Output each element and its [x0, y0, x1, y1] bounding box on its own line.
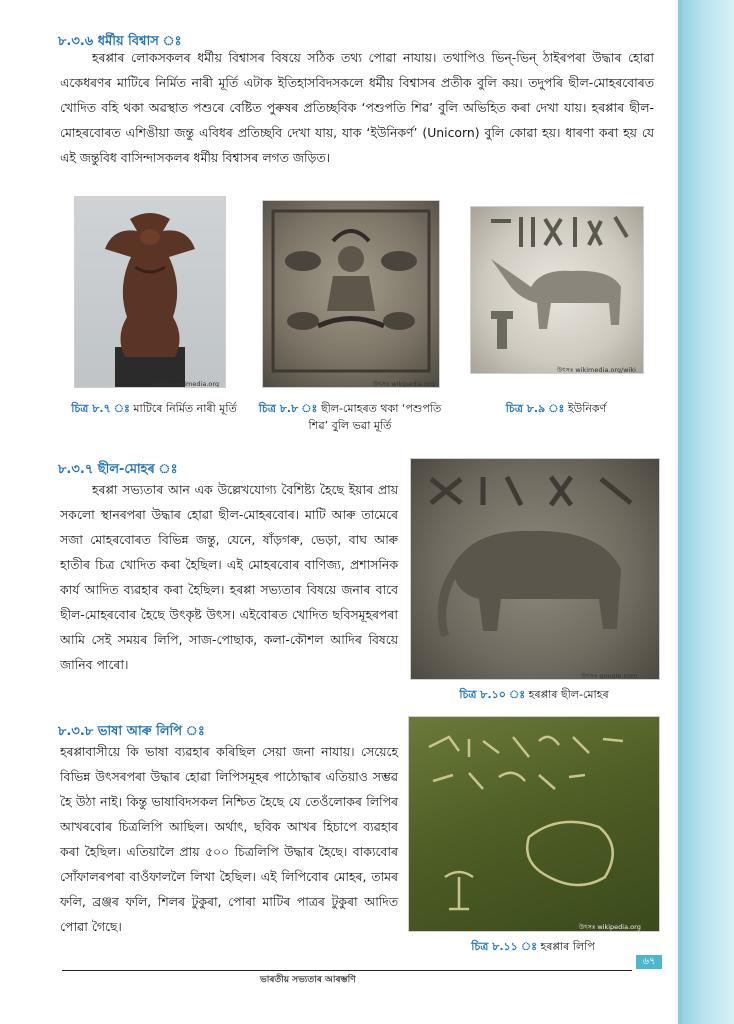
figure-8-9-caption-text: ইউনিকৰ্ণ — [567, 402, 607, 415]
page-edge-decoration — [678, 0, 734, 1024]
figure-8-8-credit: উৎসঃ wikipedia.org — [373, 380, 435, 388]
pashupati-seal-illustration — [263, 201, 439, 387]
figure-8-10-image — [410, 458, 660, 680]
page-edge-shadow — [674, 0, 682, 1024]
figure-8-11-credit: উৎসঃ wikipedia.org — [579, 923, 641, 931]
figure-8-11-caption-text: হৰপ্পাৰ লিপি — [540, 940, 595, 953]
figure-8-11-caption — [408, 938, 658, 955]
section-heading-837: ৮.৩.৭ ছীল-মোহৰ ঃ — [58, 462, 178, 477]
figure-8-7-caption-text: মাটিৰে নিৰ্মিত নাৰী মূৰ্তি — [133, 402, 237, 415]
figure-8-11-label: চিত্ৰ ৮.১১ ঃ — [471, 940, 538, 953]
figure-8-9-credit: উৎসঃ wikimedia.org/wiki — [557, 366, 636, 374]
figure-8-10-label: চিত্ৰ ৮.১০ ঃ — [459, 688, 526, 701]
footer-title: ভাৰতীয় সভ্যতাৰ আৰম্ভণি — [260, 975, 356, 985]
footer-rule — [62, 970, 632, 971]
figure-8-8-image — [262, 200, 440, 388]
figure-8-9-label: চিত্ৰ ৮.৯ ঃ — [505, 402, 565, 415]
figure-8-7-label: চিত্ৰ ৮.৭ ঃ — [71, 402, 130, 415]
figure-8-7-image — [74, 196, 226, 388]
elephant-seal-illustration — [411, 459, 659, 679]
section-heading-836: ৮.৩.৬ ধৰ্মীয় বিশ্বাস ঃ — [58, 34, 182, 49]
section-paragraph-837: হৰপ্পা সভ্যতাৰ আন এক উল্লেখযোগ্য বৈশিষ্ট্য হৈছে ইয়াৰ প্ৰায় সকলো স্থানৰপৰা উদ্ধাৰ হোৱা ছীল-মোহৰবোৰ। মাটি আৰু তামেৰে সজা মোহৰবোৰত বিভিন্ন জন্তু, যেনে, ষাঁড়গৰু, ভেড়া, বাঘ আৰু হাতীৰ চিত্ৰ খোদিত কৰা হৈছিল। এই মোহৰবোৰ বাণিজ্য, প্ৰশাসনিক কাৰ্য আদিত ব্যৱহাৰ কৰা হৈছিল। হৰপ্পা সভ্যতাৰ বিষয়ে জনাৰ বাবে ছীল-মোহৰবোৰ হৈছে উৎকৃষ্ট উৎস। এইবোৰত খোদিত ছবিসমূহৰপৰা আমি সেই সময়ৰ লিপি, সাজ-পোছাক, কলা-কৌশল আদিৰ বিষয়ে জানিব পাৰো। — [60, 482, 398, 672]
figure-8-8-label: চিত্ৰ ৮.৮ ঃ — [258, 402, 318, 415]
figure-8-9-caption — [470, 400, 642, 417]
figure-8-7-credit: উৎসঃ wikimedia.org — [155, 380, 220, 388]
unicorn-seal-illustration — [471, 207, 643, 373]
section-heading-838: ৮.৩.৮ ভাষা আৰু লিপি ঃ — [58, 724, 205, 739]
figure-8-7-caption — [64, 400, 244, 417]
page-number: ৬৭ — [636, 955, 662, 969]
section-paragraph-838: হৰপ্পাবাসীয়ে কি ভাষা ব্যৱহাৰ কৰিছিল সেয়া জনা নাযায়। সেয়েহে বিভিন্ন উৎসৰপৰা উদ্ধাৰ হোৱা লিপিসমূহৰ পাঠোদ্ধাৰ এতিয়াও সম্ভৱ হৈ উঠা নাই। কিন্তু ভাষাবিদসকল নিশ্চিত হৈছে যে তেওঁলোকৰ লিপিৰ আখৰবোৰ চিত্ৰলিপি আছিল। অৰ্থাৎ, ছবিক আখৰ হিচাপে ব্যৱহাৰ কৰা হৈছিল। এতিয়ালৈ প্ৰায় ৫০০ চিত্ৰলিপি উদ্ধাৰ হৈছে। বাক্যবোৰ সোঁফালৰপৰা বাওঁফাললৈ লিখা হৈছিল। এই লিপিবোৰ মোহৰ, তামৰ ফলি, ব্ৰঞ্জৰ ফলি, শিলৰ টুকুৰা, পোৰা মাটিৰ পাত্ৰৰ টুকুৰা আদিত পোৱা গৈছে। — [60, 744, 398, 934]
figure-8-10-credit: উৎসঃ google.com — [581, 672, 638, 680]
section-paragraph-836: হৰপ্পাৰ লোকসকলৰ ধৰ্মীয় বিশ্বাসৰ বিষয়ে সঠিক তথ্য পোৱা নাযায়। তথাপিও ভিন্-ভিন্ ঠাইৰপৰা উদ্ধাৰ হোৱা একেধৰণৰ মাটিৰে নিৰ্মিত নাৰী মূৰ্তি এটাক ইতিহাসবিদসকলে ধৰ্মীয় বিশ্বাসৰ প্ৰতীক বুলি কয়। তদুপৰি ছীল-মোহৰবোৰত খোদিত বহি থকা অৱস্থাত পশুৰে বেষ্টিত পুৰুষৰ প্ৰতিচ্ছবিক ‘পশুপতি শিৱ’ বুলি অভিহিত কৰা দেখা যায়। হৰপ্পাৰ ছীল-মোহৰবোৰত এশিঙীয়া জন্তু এবিধৰ প্ৰতিচ্ছবি দেখা যায়, যাক ‘ইউনিকৰ্ণ’ (Unicorn) বুলি কোৱা হয়। ধাৰণা কৰা হয় যে এই জন্তুবিধ বাসিন্দাসকলৰ ধৰ্মীয় বিশ্বাসৰ লগত জড়িত। — [60, 50, 654, 165]
figure-8-8-caption-text: ছীল-মোহৰত থকা ‘পশুপতি শিৱ’ বুলি ভৱা মূৰ্তি — [308, 402, 442, 432]
figure-8-9-image — [470, 206, 644, 374]
figure-8-8-caption — [250, 400, 450, 434]
figure-8-10-caption-text: হৰপ্পাৰ ছীল-মোহৰ — [528, 688, 609, 701]
figure-8-10-caption — [410, 686, 658, 703]
script-tablet-illustration — [409, 717, 659, 931]
figure-8-11-image — [408, 716, 660, 932]
figurine-illustration — [75, 197, 225, 387]
